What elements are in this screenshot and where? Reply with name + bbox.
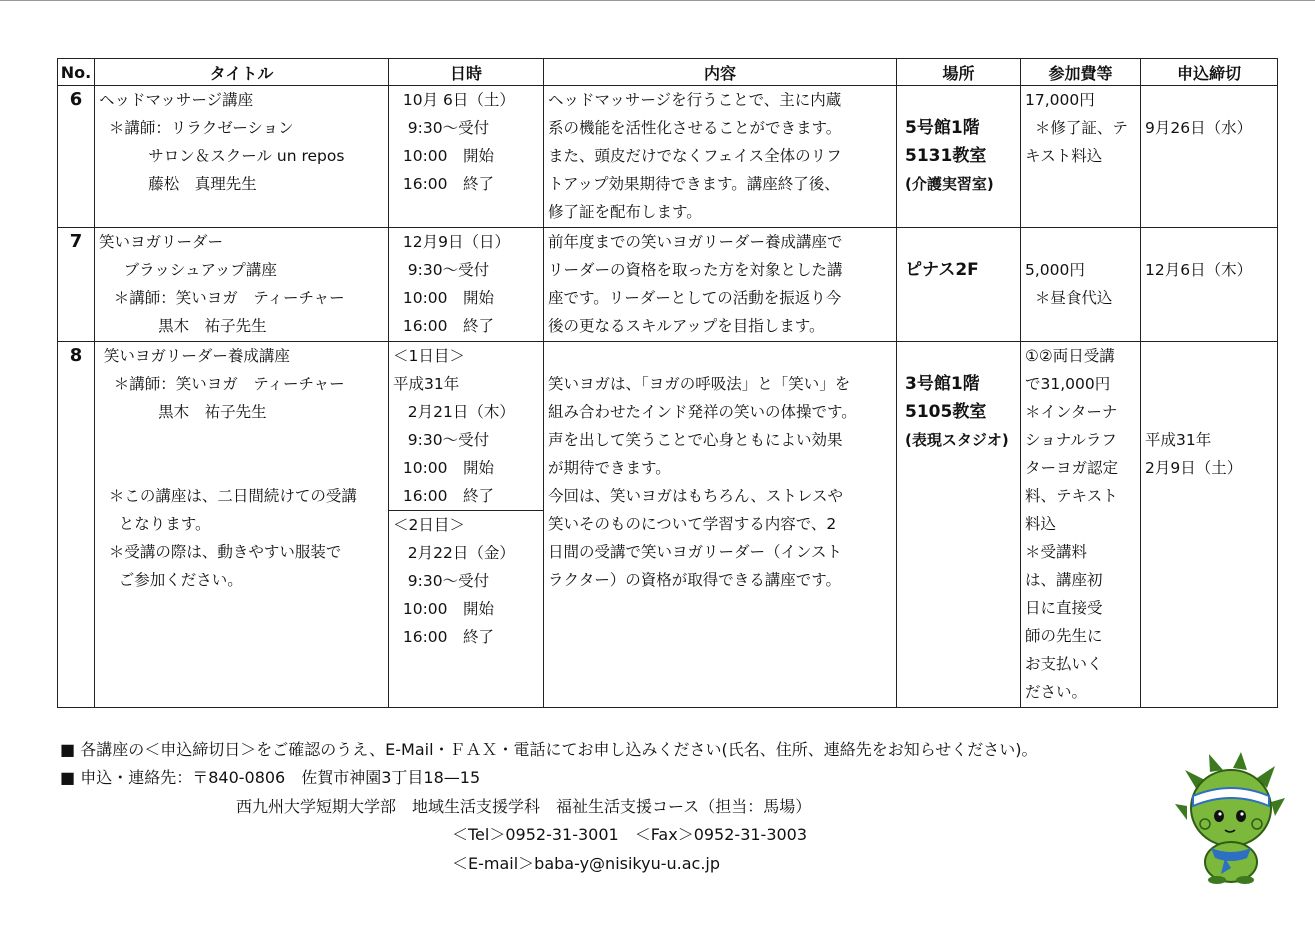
content-line: 座です。リーダーとしての活動を振返り今 (548, 289, 842, 307)
deadline-line: 平成31年 (1145, 431, 1212, 449)
venue-cell (897, 228, 1021, 342)
table-row (58, 342, 1278, 708)
deadline-line (1145, 398, 1273, 426)
title-cell (95, 228, 389, 342)
fee-line: ショナルラフ (1025, 431, 1117, 449)
datetime-line: 9:30～受付 (393, 572, 490, 590)
datetime-line: 10月 6日（土） (393, 91, 515, 109)
header-content: 内容 (544, 59, 897, 86)
content-line (548, 342, 892, 370)
title-line: サロン＆スクール un repos (99, 147, 345, 165)
deadline-line: 2月9日（土） (1145, 459, 1243, 477)
header-venue: 場所 (897, 59, 1021, 86)
content-line: 組み合わせたインド発祥の笑いの体操です。 (548, 403, 857, 421)
contact-department: 西九州大学短期大学部 地域生活支援学科 福祉生活支援コース（担当：馬場） (236, 797, 812, 816)
content-cell (544, 86, 897, 228)
deadline-line: 12月6日（木） (1145, 261, 1253, 279)
title-line: ご参加ください。 (99, 571, 243, 589)
fee-line: ＊受講料 (1025, 543, 1088, 561)
table-row (58, 228, 1278, 342)
content-line: リーダーの資格を取った方を対象とした講 (548, 261, 843, 279)
content-line: ヘッドマッサージを行うことで、主に内蔵 (548, 91, 842, 109)
content-line: 修了証を配布します。 (548, 203, 702, 221)
contact-email[interactable]: ＜E-mail＞baba-y@nisikyu-u.ac.jp (452, 854, 721, 873)
venue-cell (897, 342, 1021, 708)
datetime-line: 10:00 開始 (393, 600, 495, 618)
datetime-line: 10:00 開始 (393, 459, 495, 477)
header-no: No. (58, 59, 95, 86)
datetime-line: ＜2日目＞ (393, 516, 465, 534)
fee-line: ①②両日受講 (1025, 347, 1115, 365)
content-line: ラクター）の資格が取得できる講座です。 (548, 571, 841, 589)
fee-line: 17,000円 (1025, 91, 1095, 109)
venue-line (905, 342, 1016, 370)
deadline-cell (1141, 86, 1278, 228)
datetime-line: 16:00 終了 (393, 628, 495, 646)
header-deadline: 申込締切 (1141, 59, 1278, 86)
deadline-line (1145, 86, 1273, 114)
content-line: 系の機能を活性化させることができます。 (548, 119, 842, 137)
content-cell (544, 228, 897, 342)
row-number: 7 (58, 228, 95, 342)
contact-phone-fax[interactable]: ＜Tel＞0952-31-3001 ＜Fax＞0952-31-3003 (452, 825, 808, 844)
fee-cell (1021, 342, 1141, 708)
fee-line: 料込 (1025, 515, 1057, 533)
fee-line: は、講座初 (1025, 571, 1103, 589)
datetime-line: 9:30～受付 (393, 119, 490, 137)
mascot-character-icon (1175, 750, 1285, 885)
venue-line: ピナス2F (905, 260, 979, 280)
content-line: 笑いヨガは、「ヨガの呼吸法」と「笑い」を (548, 375, 851, 393)
header-title: タイトル (95, 59, 389, 86)
datetime-line: 2月22日（金） (393, 544, 515, 562)
venue-line: 3号館1階 (905, 374, 980, 394)
title-line: ＊講師：リラクゼーション (99, 119, 294, 137)
venue-line: 5号館1階 (905, 118, 980, 138)
title-line: 笑いヨガリーダー養成講座 (99, 347, 290, 365)
fee-cell (1021, 86, 1141, 228)
fee-line: ださい。 (1025, 683, 1088, 701)
datetime-line: 9:30～受付 (393, 431, 490, 449)
datetime-line: 12月9日（日） (393, 233, 510, 251)
deadline-line (1145, 228, 1273, 256)
content-line: 後の更なるスキルアップを目指します。 (548, 317, 825, 335)
datetime-line: 16:00 終了 (393, 487, 495, 505)
datetime-line: 16:00 終了 (393, 317, 495, 335)
venue-line: 5105教室 (905, 402, 987, 422)
fee-line: ターヨガ認定 (1025, 459, 1119, 477)
datetime-line: 10:00 開始 (393, 147, 495, 165)
title-line: 藤松 真理先生 (99, 175, 257, 193)
header-datetime: 日時 (389, 59, 544, 86)
top-rule (0, 0, 1315, 1)
venue-line: (表現スタジオ) (905, 431, 1009, 449)
header-fee: 参加費等 (1021, 59, 1141, 86)
deadline-line (1145, 342, 1273, 370)
deadline-cell (1141, 228, 1278, 342)
deadline-line (1145, 370, 1273, 398)
title-cell (95, 342, 389, 708)
datetime-line: 10:00 開始 (393, 289, 495, 307)
datetime-line: 2月21日（木） (393, 403, 515, 421)
title-line: ＊講師：笑いヨガ ティーチャー (99, 289, 345, 307)
content-line: トアップ効果期待できます。講座終了後、 (548, 175, 840, 193)
venue-line (905, 86, 1016, 114)
fee-line: ＊インターナ (1025, 403, 1118, 421)
title-line: ＊講師：笑いヨガ ティーチャー (99, 375, 345, 393)
fee-line: 料、テキスト (1025, 487, 1118, 505)
deadline-cell (1141, 342, 1278, 708)
fee-line: 師の先生に (1025, 627, 1103, 645)
fee-line: 日に直接受 (1025, 599, 1103, 617)
title-cell (95, 86, 389, 228)
datetime-line: 16:00 終了 (393, 175, 495, 193)
datetime-line: ＜1日目＞ (393, 347, 465, 365)
datetime-line: 平成31年 (393, 375, 460, 393)
title-line (99, 426, 384, 454)
content-line: 前年度までの笑いヨガリーダー養成講座で (548, 233, 843, 251)
deadline-line: 9月26日（水） (1145, 119, 1253, 137)
fee-cell (1021, 228, 1141, 342)
fee-line: ＊昼食代込 (1025, 289, 1113, 307)
venue-line: 5131教室 (905, 146, 987, 166)
title-line: 黒木 祐子先生 (99, 317, 267, 335)
course-table (57, 58, 1278, 708)
table-row (58, 86, 1278, 228)
venue-cell (897, 86, 1021, 228)
datetime-cell (389, 342, 544, 708)
title-line: ＊受講の際は、動きやすい服装で (99, 543, 342, 561)
fee-line (1025, 228, 1136, 256)
fee-line: ＊修了証、テ (1025, 119, 1128, 137)
title-line: 笑いヨガリーダー (99, 233, 224, 251)
row-number: 6 (58, 86, 95, 228)
content-line: 笑いそのものについて学習する内容で、2 (548, 515, 837, 533)
venue-line (905, 228, 1016, 256)
fee-line: お支払いく (1025, 655, 1103, 673)
fee-line: キスト料込 (1025, 147, 1103, 165)
title-line: となります。 (99, 515, 211, 533)
row-number: 8 (58, 342, 95, 708)
title-line: ＊この講座は、二日間続けての受講 (99, 487, 357, 505)
fee-line: で31,000円 (1025, 375, 1111, 393)
datetime-cell (389, 86, 544, 228)
content-line: また、頭皮だけでなくフェイス全体のリフ (548, 147, 842, 165)
venue-line: (介護実習室) (905, 175, 994, 193)
title-line: 黒木 祐子先生 (99, 403, 267, 421)
table-header-row (58, 59, 1278, 86)
content-line: が期待できます。 (548, 459, 671, 477)
datetime-line: 9:30～受付 (393, 261, 490, 279)
title-line: ヘッドマッサージ講座 (99, 91, 254, 109)
fee-line: 5,000円 (1025, 261, 1085, 279)
content-line: 今回は、笑いヨガはもちろん、ストレスや (548, 487, 843, 505)
application-note: ■ 各講座の＜申込締切日＞をご確認のうえ、E-Mail・ＦＡＸ・電話にてお申し込みください(氏名、住所、連絡先をお知らせください)。 (60, 740, 1038, 759)
content-cell (544, 342, 897, 708)
datetime-cell (389, 228, 544, 342)
contact-address: ■ 申込・連絡先：〒840-0806 佐賀市神園3丁目18—15 (60, 768, 481, 787)
title-line: ブラッシュアップ講座 (99, 261, 277, 279)
title-line (99, 454, 384, 482)
content-line: 声を出して笑うことで心身ともによい効果 (548, 431, 843, 449)
content-line: 日間の受講で笑いヨガリーダー（インスト (548, 543, 843, 561)
